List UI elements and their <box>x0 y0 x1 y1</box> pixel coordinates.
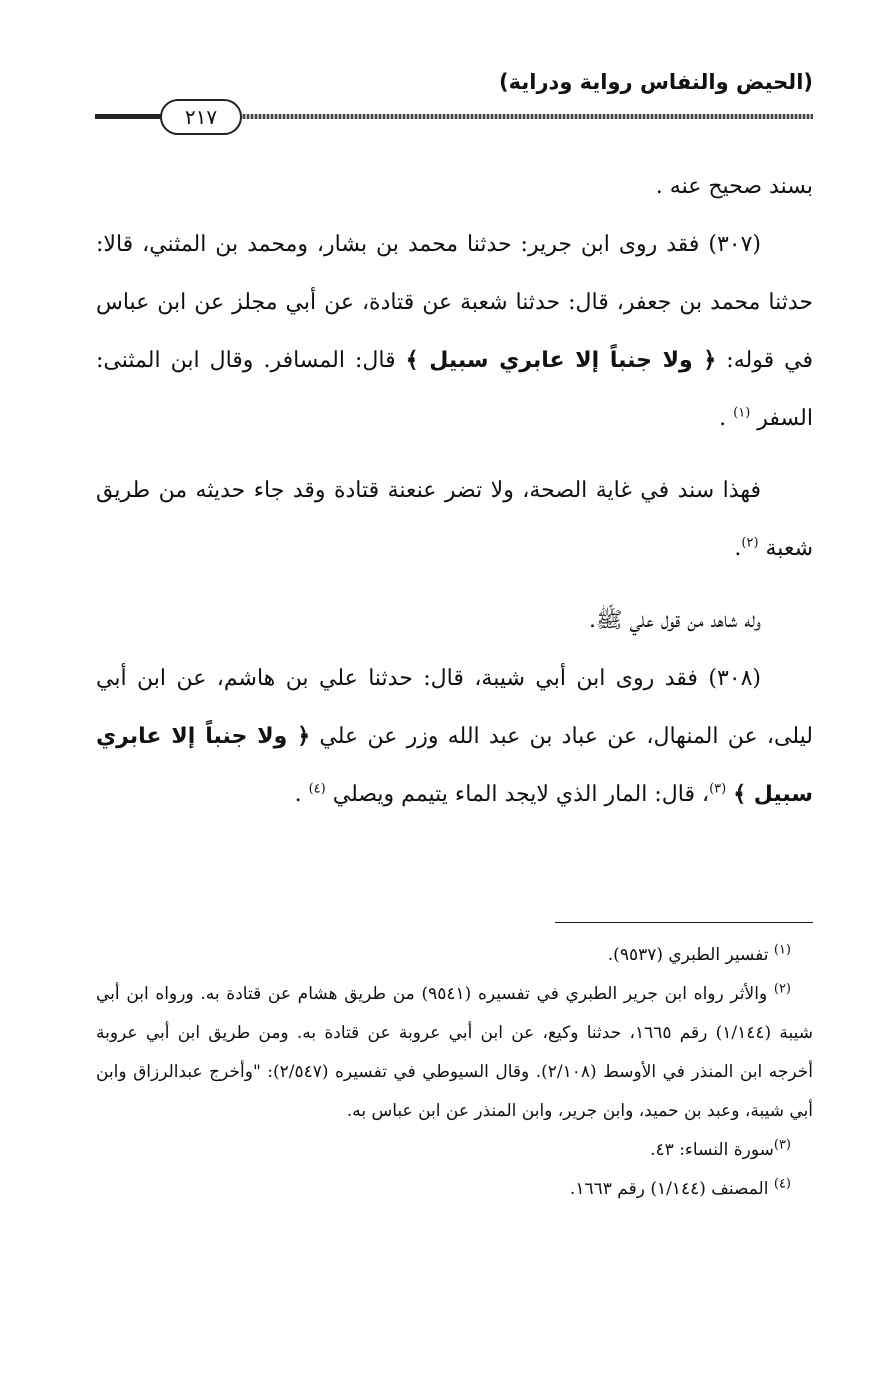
footnote-2 <box>96 975 813 1131</box>
main-text <box>96 158 813 824</box>
footnote-3-number: (٣) <box>773 1137 791 1153</box>
paragraph-2-end: . <box>719 406 734 431</box>
footnote-1-text: تفسير الطبري (٩٥٣٧). <box>607 945 774 965</box>
footnote-4 <box>96 1170 813 1209</box>
footnote-1 <box>96 936 813 975</box>
quran-verse: ﴿ ولا جنباً إلا عابري سبيل ﴾ <box>405 348 717 373</box>
footnote-3 <box>96 1131 813 1170</box>
paragraph-5-text-b: ، قال: المار الذي لايجد الماء يتيمم ويصلي <box>332 782 710 807</box>
footnote-1-number: (١) <box>773 942 791 958</box>
paragraph-5 <box>96 650 813 824</box>
footnote-ref-3: (٣) <box>709 781 727 797</box>
paragraph-5-text-a: (٣٠٨) فقد روى ابن أبي شيبة، قال: حدثنا علي بن هاشم، عن ابن أبي ليلى، عن المنهال، عن عباد بن عبد الله وزر عن علي <box>96 666 813 749</box>
paragraph-2-text-a: (٣٠٧) فقد روى ابن جرير: حدثنا محمد بن بشار، ومحمد بن المثني، قالا: حدثنا محمد بن جعفر، قال: حدثنا شعبة عن قتادة، عن أبي مجلز عن ابن عباس في قوله: <box>96 232 813 373</box>
paragraph-4: وله شاهد من قول علي ﷺ. <box>589 608 761 633</box>
footnote-ref-4: (٤) <box>308 781 326 797</box>
quran-verse-2: ﴿ ولا جنباً إلا عابري سبيل ﴾ <box>96 724 813 807</box>
footnotes <box>96 936 813 1209</box>
footnote-3-text: سورة النساء: ٤٣. <box>650 1140 774 1160</box>
paragraph-5-end: . <box>294 782 309 807</box>
footnote-4-text: المصنف (١/١٤٤) رقم ١٦٦٣. <box>569 1179 774 1199</box>
paragraph-2 <box>96 216 813 448</box>
paragraph-3-text: فهذا سند في غاية الصحة، ولا تضر عنعنة قتادة وقد جاء حديثه من طريق شعبة <box>96 478 813 561</box>
footnote-2-text: والأثر رواه ابن جرير الطبري في تفسيره (٩٥٤١) من طريق هشام عن قتادة به. ورواه ابن أبي شيبة (١/١٤٤) رقم ١٦٦٥، حدثنا وكيع، عن ابن أبي عروبة عن قتادة به. ومن طريق ابن أبي عروبة أخرجه ابن المنذر في الأوسط (٢/١٠٨). وقال السيوطي في تفسيره (٢/٥٤٧): "وأخرج عبدالرزاق وابن أبي شيبة، وعبد بن حميد، وابن جرير، وابن المنذر عن ابن عباس به. <box>96 984 814 1121</box>
paragraph-2-text-b: قال: المسافر. وقال ابن المثنى: السفر <box>96 348 813 431</box>
paragraph-3-end: . <box>734 536 742 561</box>
footnote-separator <box>555 922 813 923</box>
footnote-2-number: (٢) <box>773 981 791 997</box>
page-number: ٢١٧ <box>160 99 242 135</box>
paragraph-1: بسند صحيح عنه . <box>655 174 813 199</box>
running-title: (الحيض والنفاس رواية ودراية) <box>499 70 813 94</box>
footnote-ref-1: (١) <box>733 405 751 421</box>
footnote-ref-2: (٢) <box>741 535 759 551</box>
footnote-4-number: (٤) <box>773 1176 791 1192</box>
paragraph-3 <box>96 462 813 578</box>
